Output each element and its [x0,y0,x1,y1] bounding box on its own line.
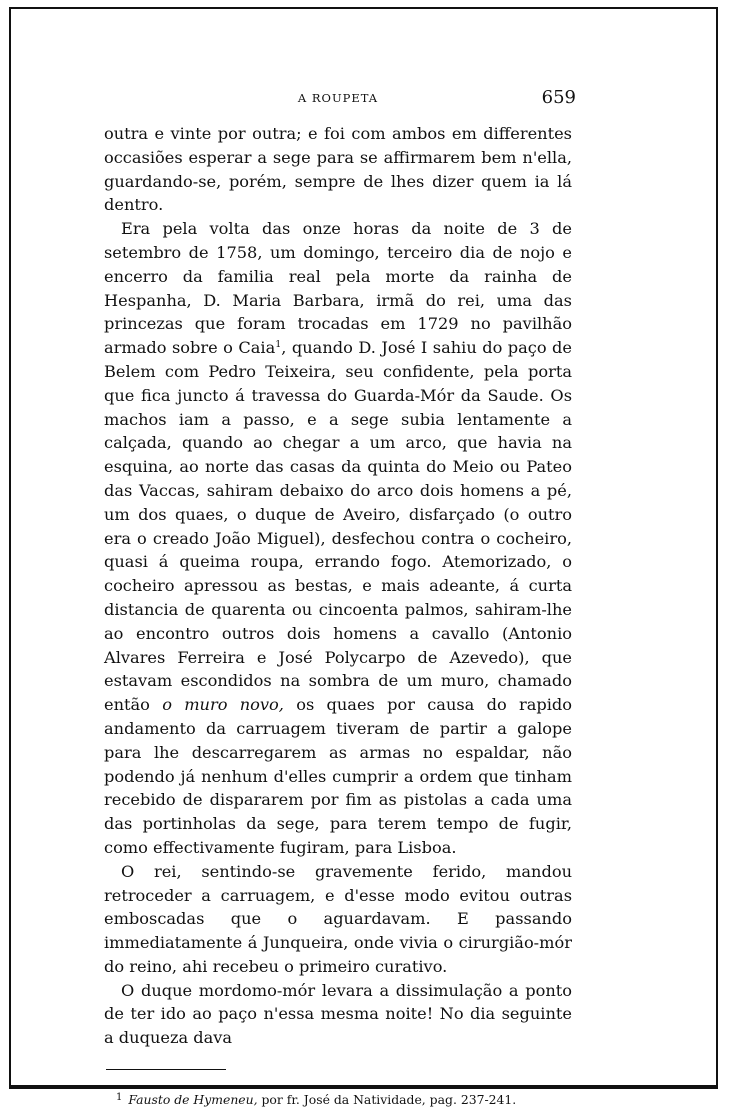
footnote-title: Fausto de Hymeneu, [128,1092,258,1108]
footnote-number: 1 [116,1092,123,1104]
paragraph-2-part-a: Era pela volta das onze horas da noite de 3 de setembro de 1758, um domingo, terceiro dia de nojo e encerro da familia real pela morte da rainha de Hespanha, D. Maria Barbara, irmã do rei, uma das princezas que foram trocadas em 1729 no pavilhão armado sobre o Caia [104,219,572,358]
body-text [104,122,572,1050]
paragraph-2-part-c: os quaes por causa do rapido andamento da carruagem tiveram de partir a galope para lhe descarregarem as armas no espaldar, não podendo já nenhum d'elles cumprir a ordem que tinham recebido de dispararem por fim as pistolas a cada uma das portinholas da sege, para terem tempo de fugir, como effectivamente fugiram, para Lisboa. [104,695,572,857]
paragraph-1: outra e vinte por outra; e foi com ambos em differentes occasiões esperar a sege para se affirmarem bem n'ella, guardando-se, porém, sempre de lhes dizer quem ia lá dentro. [104,124,572,215]
paragraph-4: O duque mordomo-mór levara a dissimulação a ponto de ter ido ao paço n'essa mesma noite! No dia seguinte a duqueza dava [104,980,572,1048]
paragraph-2 [104,217,572,860]
page-number: 659 [541,87,576,108]
paragraph-2-italic: o muro novo, [162,695,284,715]
footnote-text: por fr. José da Natividade, pag. 237-241. [257,1092,517,1108]
paragraph-3: O rei, sentindo-se gravemente ferido, mandou retroceder a carruagem, e d'esse modo evitou outras emboscadas que o aguardavam. E passando immediatamente á Junqueira, onde vivia o cirurgião-mór do reino, ahi recebeu o primeiro curativo. [104,861,572,976]
footnote [116,1090,572,1108]
running-title: A ROUPETA [297,91,379,105]
book-page [104,87,576,1108]
page-header [104,87,576,112]
footnote-reference[interactable]: 1 [275,339,282,351]
footnote-divider [106,1069,226,1070]
paragraph-2-part-b: , quando D. José I sahiu do paço de Belem com Pedro Teixeira, seu confidente, pela porta que fica juncto á travessa do Guarda-Mór da Saude. Os machos iam a passo, e a sege subia lentamente a calçada, quando ao chegar a um arco, que havia na esquina, ao norte das casas da quinta do Meio ou Pateo das Vaccas, sahiram debaixo do arco dois homens a pé, um dos quaes, o duque de Aveiro, disfarçado (o outro era o creado João Miguel), desfechou contra o cocheiro, quasi á queima roupa, errando fogo. Atemorizado, o cocheiro apressou as bestas, e mais adeante, á curta distancia de quarenta ou cincoenta palmos, sahiram-lhe ao encontro outros dois homens a cavallo (Antonio Alvares Ferreira e José Polycarpo de Azevedo), que estavam escondidos na sombra de um muro, chamado então [104,338,572,715]
